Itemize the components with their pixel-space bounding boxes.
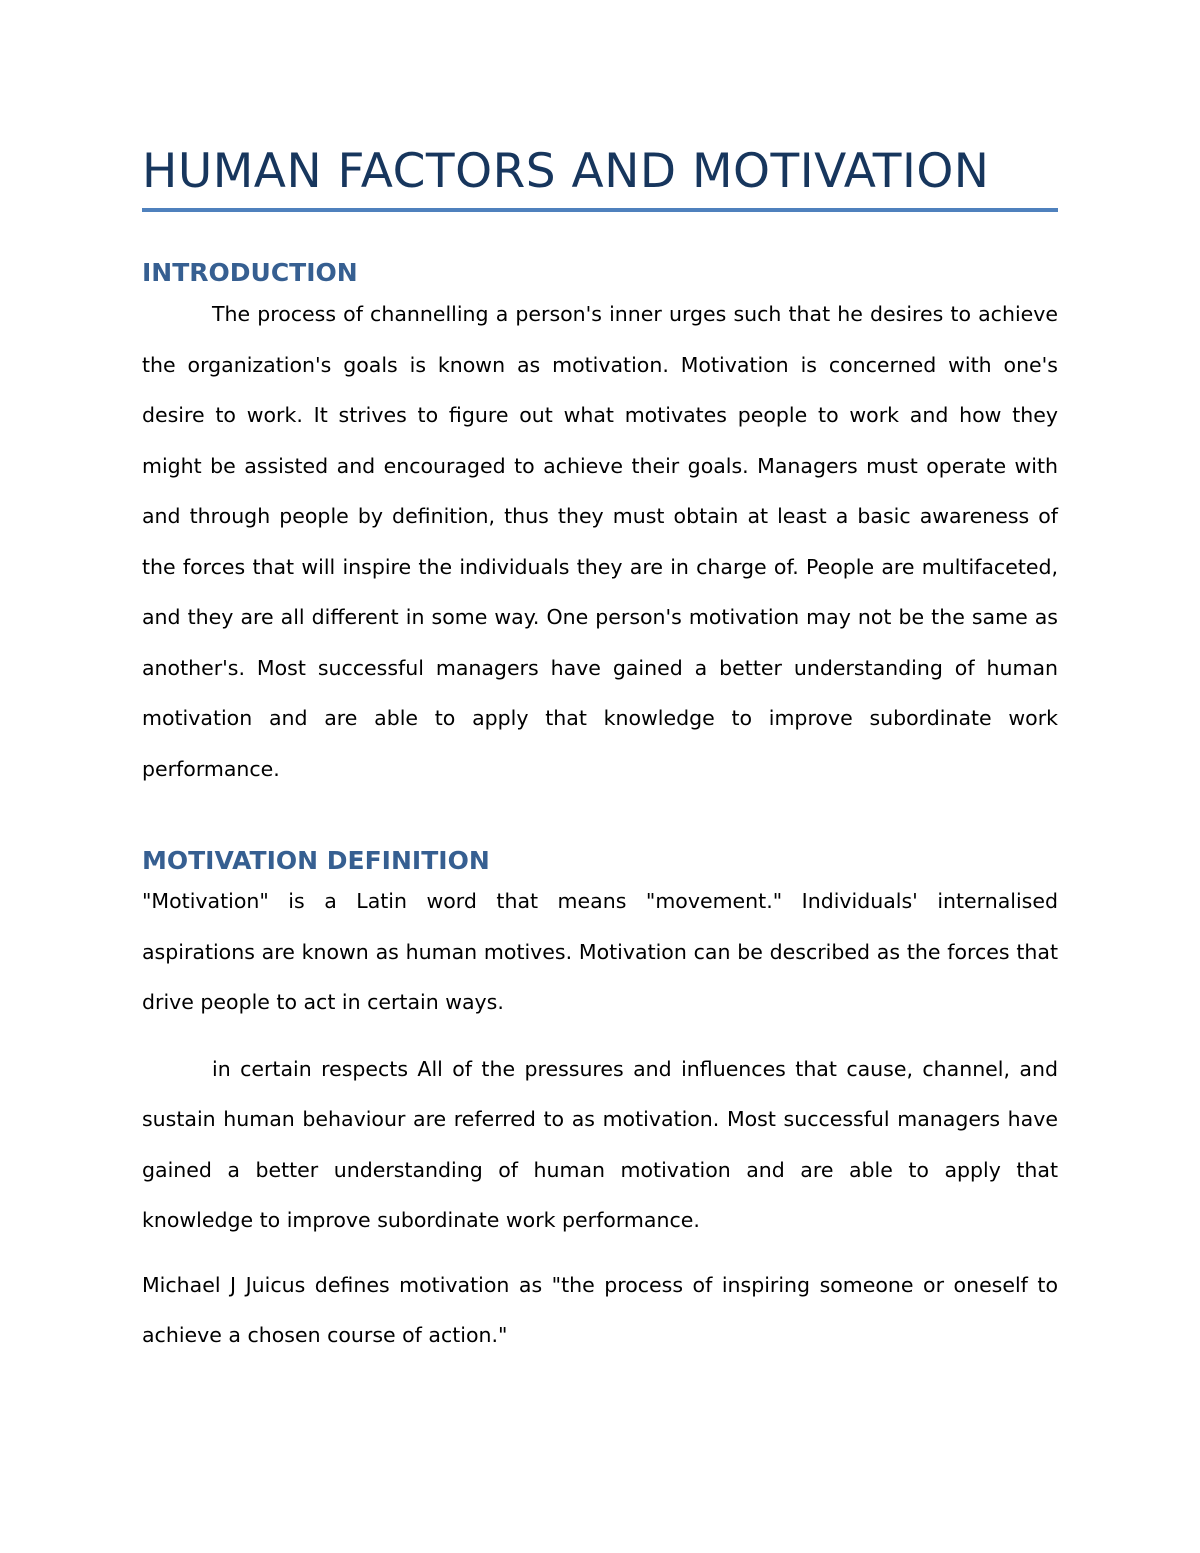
section-heading-introduction: INTRODUCTION bbox=[142, 258, 358, 287]
definition-paragraph-juicus-quote: Michael J Juicus defines motivation as "the process of inspiring someone or oneself to achieve a chosen course of action." bbox=[142, 1272, 1058, 1347]
introduction-paragraph: The process of channelling a person's inner urges such that he desires to achieve the organization's goals is known as motivation. Motivation is concerned with one's desire to work. It strives to figure out what motivates people to work and how they might be assisted and encouraged to achieve their goals. Managers must operate with and through people by definition, thus they must obtain at least a basic awareness of the forces that will inspire the individuals they are in charge of. People are multifaceted, and they are all different in some way. One person's motivation may not be the same as another's. Most successful managers have gained a better understanding of human motivation and are able to apply that knowledge to improve subordinate work performance. bbox=[142, 302, 1058, 781]
document-page bbox=[142, 140, 1058, 1361]
document-title: HUMAN FACTORS AND MOTIVATION bbox=[142, 144, 990, 199]
title-underline-rule bbox=[142, 208, 1058, 212]
definition-paragraph-pressures: in certain respects All of the pressures and influences that cause, channel, and sustain human behaviour are referred to as motivation. Most successful managers have gained a better understanding of human motivation and are able to apply that knowledge to improve subordinate work performance. bbox=[142, 1056, 1058, 1232]
section-heading-motivation-definition: MOTIVATION DEFINITION bbox=[142, 846, 490, 875]
definition-paragraph-latin-origin: "Motivation" is a Latin word that means "movement." Individuals' internalised aspirations are known as human motives. Motivation can be described as the forces that drive people to act in certain ways. bbox=[142, 889, 1058, 1014]
